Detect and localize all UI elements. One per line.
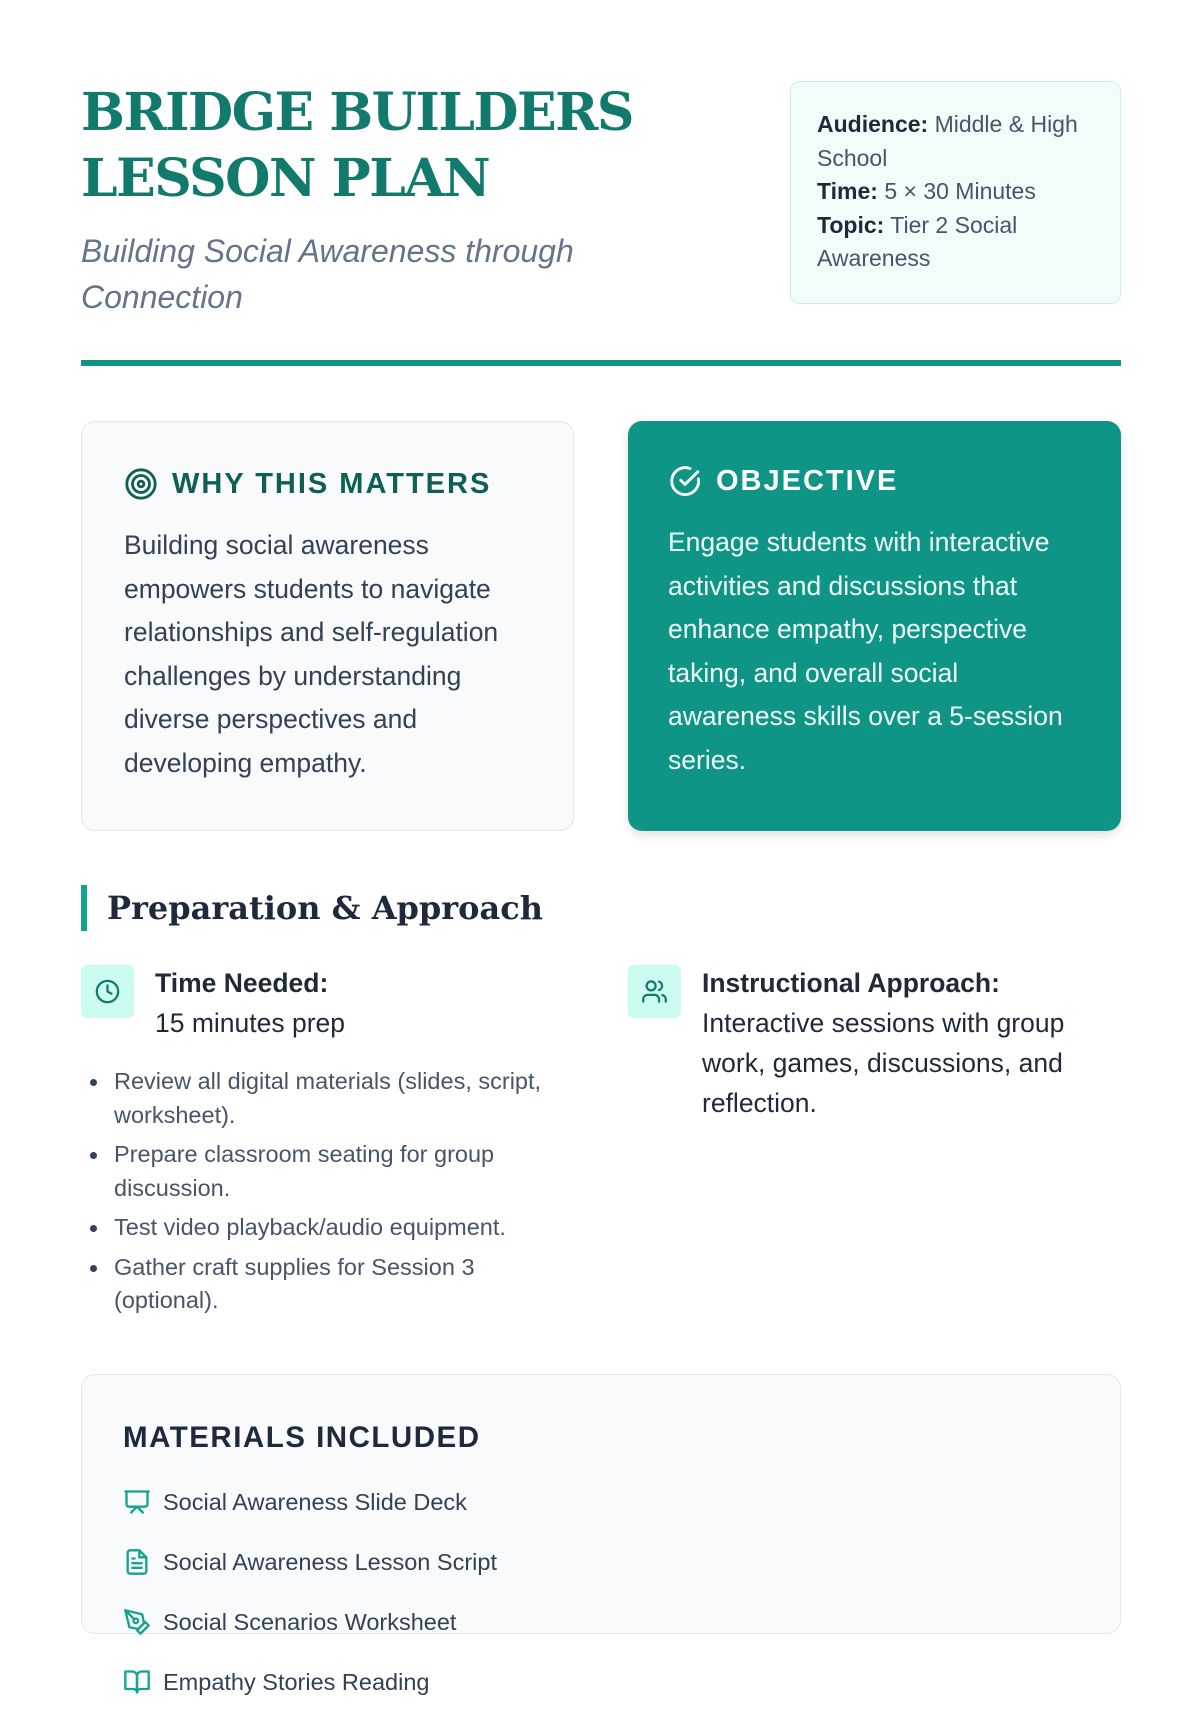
instructional-approach-label: Instructional Approach: — [702, 968, 1000, 998]
preparation-checklist — [81, 1065, 581, 1324]
document-icon — [123, 1548, 151, 1576]
target-icon — [124, 467, 158, 501]
material-item-slide-deck[interactable] — [123, 1485, 616, 1519]
objective-card-title: OBJECTIVE — [716, 464, 899, 497]
time-needed-value: 15 minutes prep — [155, 1008, 346, 1038]
approach-icon-tile — [628, 965, 681, 1018]
material-item-lesson-script[interactable] — [123, 1545, 616, 1579]
meta-audience-value: Middle & High School — [817, 111, 1078, 171]
time-needed-label: Time Needed: — [155, 968, 329, 998]
check-circle-icon — [668, 464, 702, 498]
instructional-approach-value: Interactive sessions with group work, games, discussions, and reflection. — [702, 1008, 1065, 1118]
clock-icon — [94, 978, 121, 1005]
materials-title: MATERIALS INCLUDED — [123, 1421, 481, 1454]
preparation-section-title: Preparation & Approach — [81, 885, 543, 931]
title-line-2: LESSON PLAN — [81, 148, 490, 209]
lesson-meta-box — [790, 81, 1121, 304]
lesson-header — [81, 80, 1121, 370]
header-divider — [81, 360, 1121, 366]
why-card-title: WHY THIS MATTERS — [172, 467, 492, 500]
instructional-approach-text — [702, 963, 1121, 1123]
book-icon — [123, 1668, 151, 1696]
users-icon — [641, 978, 668, 1005]
time-icon-tile — [81, 965, 134, 1018]
list-item: Test video playback/audio equipment. — [81, 1211, 581, 1245]
meta-audience-label: Audience: — [817, 111, 929, 137]
list-item: Gather craft supplies for Session 3 (optional). — [81, 1251, 581, 1318]
material-label: Social Awareness Slide Deck — [163, 1488, 467, 1515]
meta-topic — [817, 209, 1094, 276]
objective-card-header — [668, 461, 1081, 501]
meta-topic-value: Tier 2 Social Awareness — [817, 211, 1018, 271]
material-label: Social Awareness Lesson Script — [163, 1548, 497, 1575]
meta-audience — [817, 108, 1094, 175]
objective-card — [628, 421, 1121, 831]
page-subtitle: Building Social Awareness through Connection — [81, 233, 574, 315]
material-item-reading[interactable] — [123, 1665, 616, 1699]
material-label: Empathy Stories Reading — [163, 1668, 430, 1695]
list-item: Prepare classroom seating for group discussion. — [81, 1138, 581, 1205]
presentation-icon — [123, 1488, 151, 1516]
why-this-matters-card — [81, 421, 574, 831]
instructional-approach-block — [628, 963, 1121, 1123]
meta-topic-label: Topic: — [817, 211, 885, 238]
material-label: Social Scenarios Worksheet — [163, 1608, 457, 1635]
why-card-header — [124, 464, 531, 504]
why-card-body: Building social awareness empowers students to navigate relationships and self-regulation challenges by understanding diverse perspectives and developing empathy. — [124, 530, 499, 778]
materials-grid — [123, 1485, 1079, 1725]
objective-card-body: Engage students with interactive activities and discussions that enhance empathy, perspective taking, and overall social awareness skills over a 5-session series. — [668, 527, 1063, 775]
time-needed-block — [81, 963, 581, 1043]
materials-included-card — [81, 1374, 1121, 1695]
meta-time-label: Time: — [817, 178, 878, 204]
pen-tool-icon — [123, 1608, 151, 1636]
meta-time-value: 5 × 30 Minutes — [884, 178, 1036, 204]
title-line-1: BRIDGE BUILDERS — [81, 82, 633, 143]
list-item: Review all digital materials (slides, script, worksheet). — [81, 1065, 581, 1132]
material-item-worksheet[interactable] — [123, 1605, 616, 1639]
time-needed-text — [155, 963, 581, 1043]
meta-time — [817, 175, 1094, 209]
